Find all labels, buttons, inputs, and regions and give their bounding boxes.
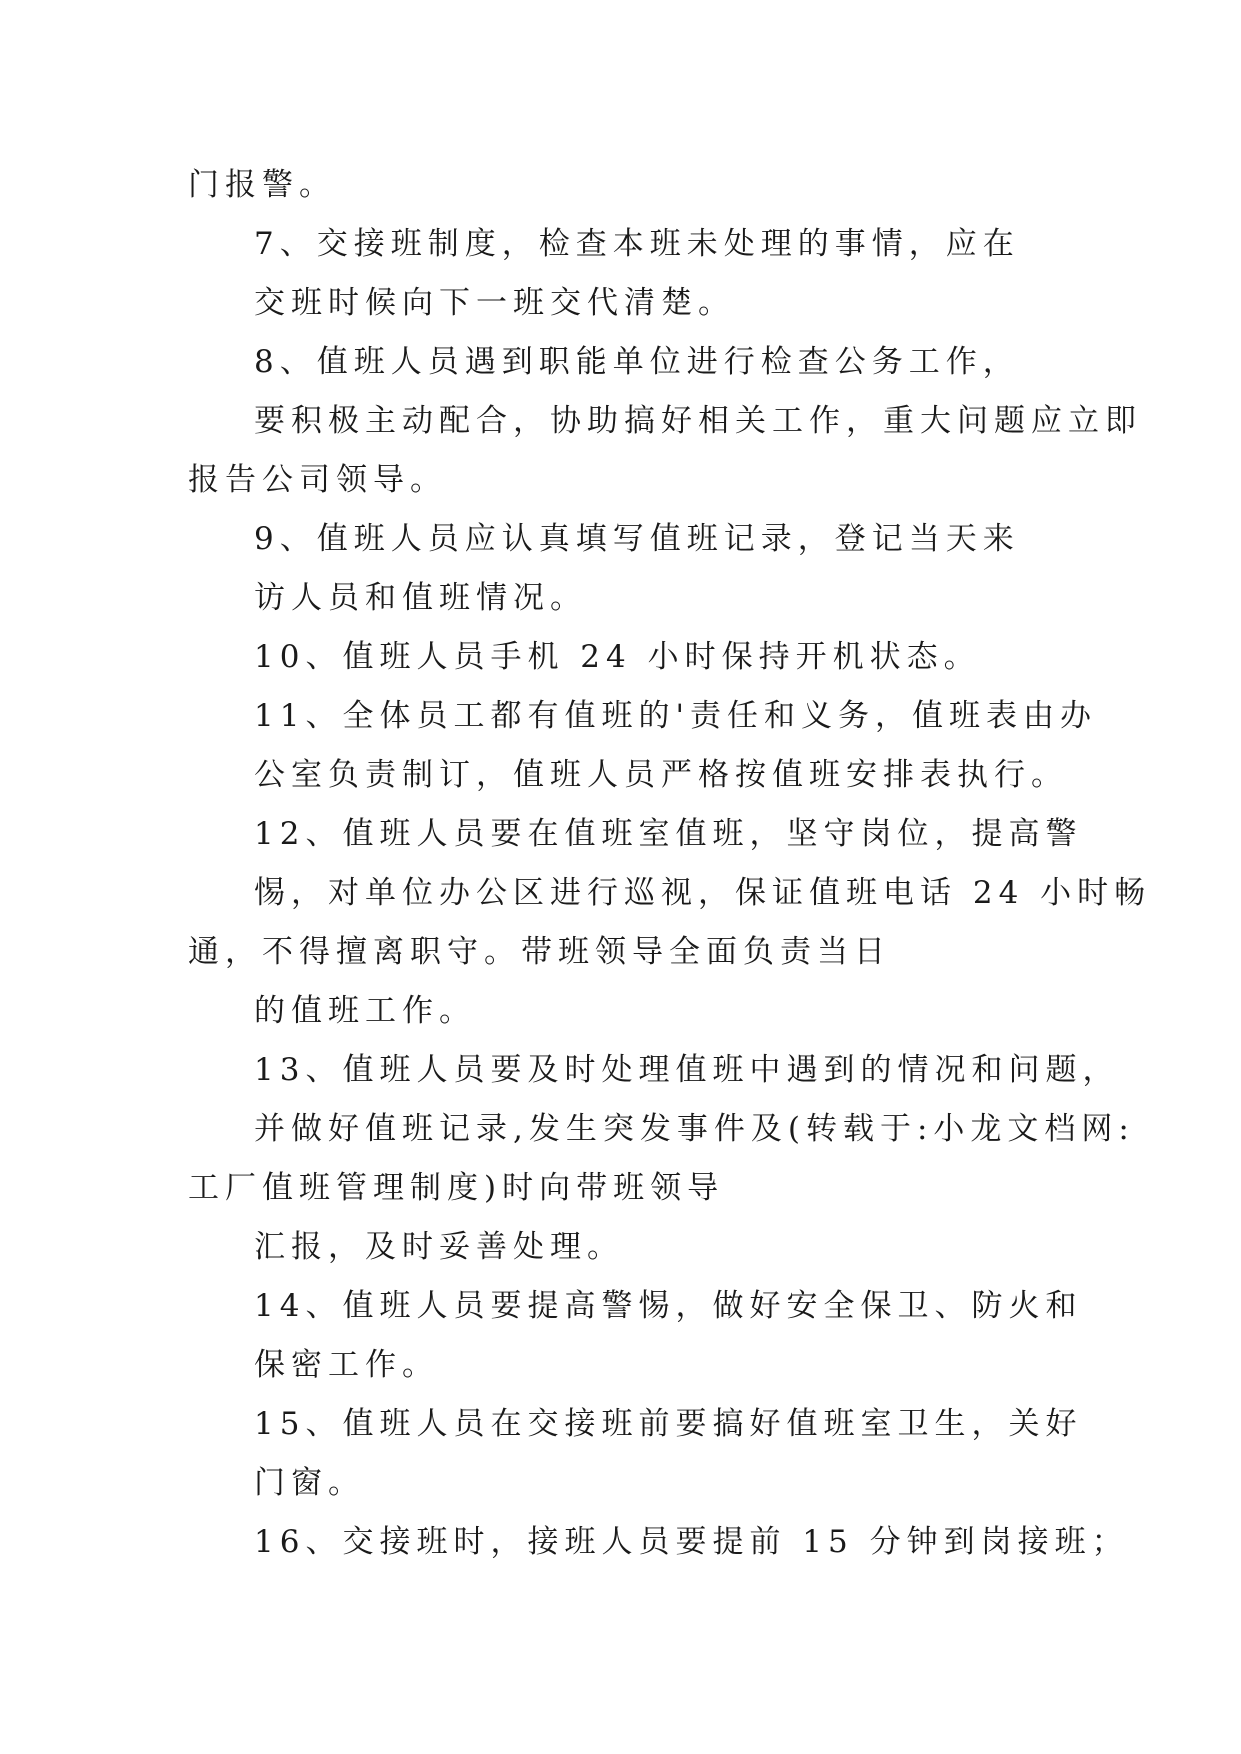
text-line: 9、值班人员应认真填写值班记录，登记当天来 <box>254 521 1020 557</box>
text-line: 公室负责制订，值班人员严格按值班安排表执行。 <box>254 757 1068 793</box>
text-line: 门窗。 <box>254 1465 365 1501</box>
text-line: 交班时候向下一班交代清楚。 <box>254 285 735 321</box>
text-line: 访人员和值班情况。 <box>254 580 587 616</box>
text-line: 16、交接班时，接班人员要提前 15 分钟到岗接班； <box>254 1524 1129 1560</box>
text-line: 保密工作。 <box>254 1347 439 1383</box>
text-line: 门报警。 <box>188 167 336 203</box>
text-line: 的值班工作。 <box>254 993 476 1029</box>
text-line: 报告公司领导。 <box>188 462 447 498</box>
text-line: 并做好值班记录,发生突发事件及(转载于:小龙文档网: <box>254 1111 1135 1147</box>
text-line: 13、值班人员要及时处理值班中遇到的情况和问题， <box>254 1052 1120 1088</box>
text-line: 工厂值班管理制度)时向带班领导 <box>188 1170 725 1206</box>
text-line: 8、值班人员遇到职能单位进行检查公务工作， <box>254 344 1020 380</box>
text-line: 要积极主动配合，协助搞好相关工作，重大问题应立即 <box>254 403 1142 439</box>
text-line: 惕，对单位办公区进行巡视，保证值班电话 24 小时畅 <box>254 875 1152 911</box>
text-line: 通，不得擅离职守。带班领导全面负责当日 <box>188 934 891 970</box>
text-line: 14、值班人员要提高警惕，做好安全保卫、防火和 <box>254 1288 1083 1324</box>
text-line: 7、交接班制度，检查本班未处理的事情，应在 <box>254 226 1020 262</box>
text-line: 15、值班人员在交接班前要搞好值班室卫生，关好 <box>254 1406 1083 1442</box>
text-line: 10、值班人员手机 24 小时保持开机状态。 <box>254 639 981 675</box>
text-line: 汇报，及时妥善处理。 <box>254 1229 624 1265</box>
text-line: 12、值班人员要在值班室值班，坚守岗位，提高警 <box>254 816 1083 852</box>
text-line: 11、全体员工都有值班的'责任和义务，值班表由办 <box>254 698 1097 734</box>
